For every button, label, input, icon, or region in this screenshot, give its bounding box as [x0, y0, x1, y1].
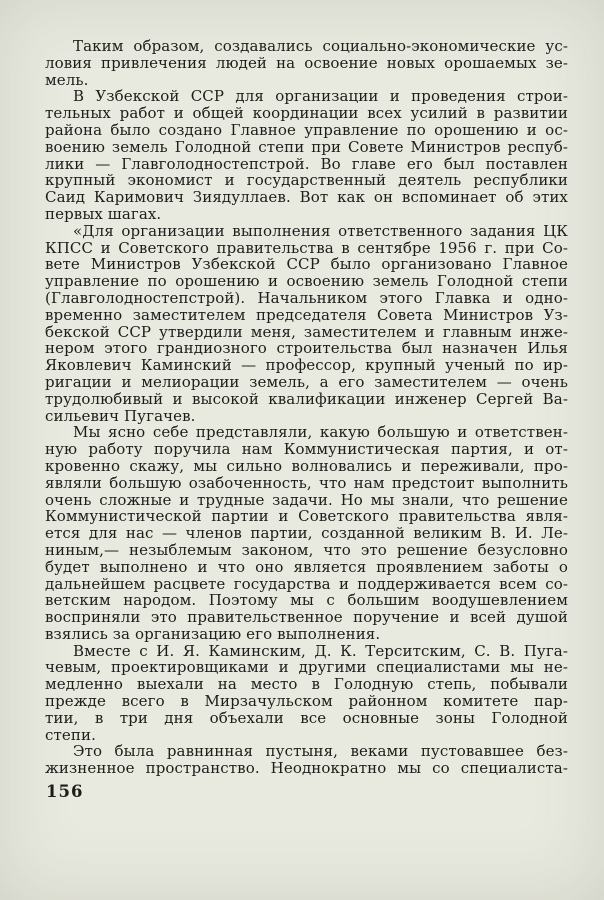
text-line: Саид Каримович Зиядуллаев. Вот как он вспоминает об этих [45, 188, 568, 207]
paragraph [45, 88, 568, 222]
text-line: ную работу поручила нам Коммунистическая партия, и от- [45, 440, 568, 459]
text-line: Вместе с И. Я. Каминским, Д. К. Терситским, С. В. Пуга- [73, 641, 568, 660]
text-line: сильевич Пугачев. [45, 406, 196, 425]
text-line: бекской ССР утвердили меня, заместителем и главным инже- [45, 322, 568, 341]
text-line: ветским народом. Поэтому мы с большим воодушевлением [45, 591, 568, 610]
paragraph [45, 743, 568, 777]
text-line: трудолюбивый и высокой квалификации инженер Сергей Ва- [45, 389, 568, 408]
text-line: дальнейшем расцвете государства и поддерживается всем со- [45, 574, 568, 593]
paragraph [45, 424, 568, 642]
text-line: Яковлевич Каминский — профессор, крупный ученый по ир- [45, 356, 568, 375]
text-line: управление по орошению и освоению земель Голодной степи [45, 272, 568, 291]
text-line: мель. [45, 70, 89, 89]
text-line: вете Министров Узбекской ССР было организовано Главное [45, 255, 568, 274]
paragraph [45, 38, 568, 88]
text-line: Таким образом, создавались социально-экономические ус- [73, 37, 568, 55]
text-line: взялись за организацию его выполнения. [45, 624, 381, 643]
text-line: нером этого грандиозного строительства был назначен Илья [45, 339, 568, 358]
text-line: района было создано Главное управление по орошению и ос- [45, 120, 568, 139]
text-line: первых шагах. [45, 204, 162, 223]
text-line: жизненное пространство. Неоднократно мы со специалиста- [45, 759, 568, 778]
text-line: будет выполнено и что оно является проявлением заботы о [45, 557, 568, 576]
text-line: прежде всего в Мирзачульском районном комитете пар- [45, 692, 568, 711]
text-line: лики — Главголодностепстрой. Во главе его был поставлен [45, 154, 568, 173]
text-line: ригации и мелиорации земель, а его заместителем — очень [45, 372, 568, 391]
text-line: являли большую озабоченность, что нам предстоит выполнить [45, 473, 568, 492]
text-line: Мы ясно себе представляли, какую большую и ответствен- [73, 423, 568, 442]
text-line: тельных работ и общей координации всех усилий в развитии [45, 104, 568, 123]
text-block [45, 38, 568, 777]
text-line: ниным,— незыблемым законом, что это решение безусловно [45, 540, 568, 559]
paragraph [45, 223, 568, 425]
text-line: ется для нас — членов партии, созданной великим В. И. Ле- [45, 524, 568, 543]
text-line: кровенно скажу, мы сильно волновались и переживали, про- [45, 456, 568, 475]
paragraph [45, 643, 568, 744]
text-line: «Для организации выполнения ответственного задания ЦК [73, 221, 568, 240]
text-line: тии, в три дня объехали все основные зоны Голодной [45, 708, 568, 727]
text-line: воению земель Голодной степи при Совете Министров респуб- [45, 137, 568, 156]
text-line: (Главголодностепстрой). Начальником этого Главка и одно- [45, 288, 568, 307]
text-line: временно заместителем председателя Совета Министров Уз- [45, 305, 568, 324]
text-line: ловия привлечения людей на освоение новых орошаемых зе- [45, 53, 568, 72]
text-line: КПСС и Советского правительства в сентябре 1956 г. при Со- [45, 238, 568, 257]
text-line: степи. [45, 725, 96, 744]
text-line: Это была равнинная пустыня, веками пустовавшее без- [73, 742, 568, 761]
text-line: крупный экономист и государственный деятель республики [45, 171, 568, 190]
text-line: медленно выехали на место в Голодную степь, побывали [45, 675, 568, 694]
text-line: В Узбекской ССР для организации и проведения строи- [73, 87, 568, 106]
text-line: чевым, проектировщиками и другими специалистами мы не- [45, 658, 568, 677]
text-line: Коммунистической партии и Советского правительства явля- [45, 507, 568, 526]
text-line: очень сложные и трудные задачи. Но мы знали, что решение [45, 490, 568, 509]
page-number: 156 [46, 782, 84, 801]
text-line: восприняли это правительственное поручение и всей душой [45, 608, 568, 627]
